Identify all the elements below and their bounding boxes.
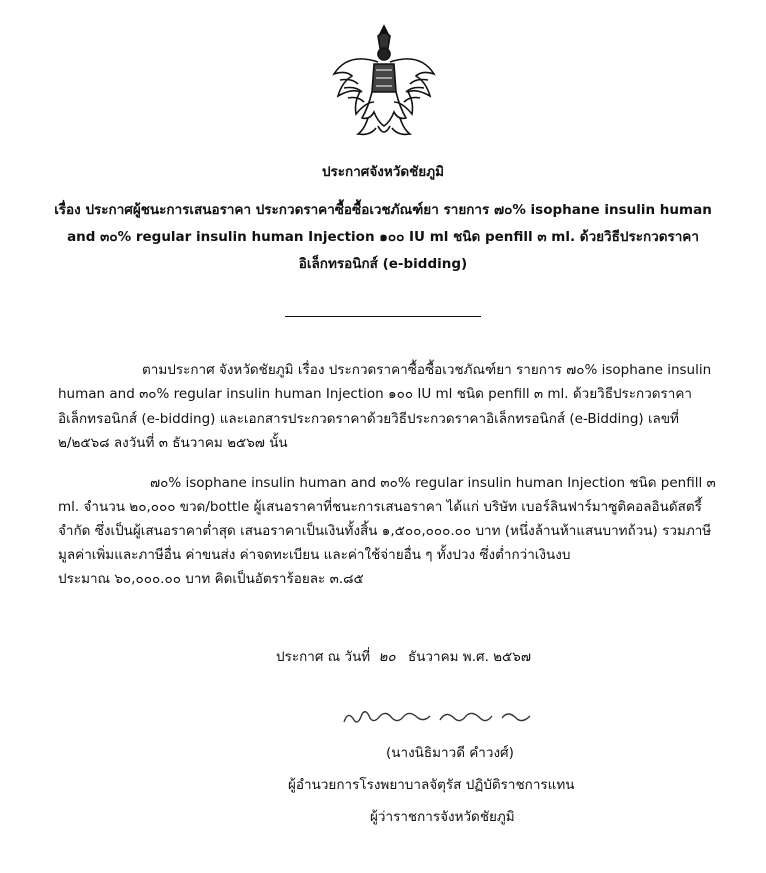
subject-line-3: อิเล็กทรอนิกส์ (e-bidding) <box>298 256 468 272</box>
body-paragraph-2-line-3: จำกัด ซึ่งเป็นผู้เสนอราคาต่ำสุด เสนอราคาเป็นเงินทั้งสิ้น ๑,๕๐๐,๐๐๐.๐๐ บาท (หนึ่งล้านห้าแสนบาทถ้วน) รวมภาษี <box>58 523 712 539</box>
signatory-position-1: ผู้อำนวยการโรงพยาบาลจัตุรัส ปฏิบัติราชการแทน <box>288 777 575 793</box>
document-title: ประกาศจังหวัดชัยภูมิ <box>321 164 444 180</box>
body-paragraph-1-line-1: ตามประกาศ จังหวัดชัยภูมิ เรื่อง ประกวดราคาซื้อซื้อเวชภัณฑ์ยา รายการ ๗๐% isophane insulin <box>142 362 712 378</box>
divider <box>285 316 481 317</box>
body-paragraph-1-line-2: human and ๓๐% regular insulin human Injection ๑๐๐ IU ml ชนิด penfill ๓ ml. ด้วยวิธีประกวดราคา <box>58 386 692 402</box>
body-paragraph-1-line-3: อิเล็กทรอนิกส์ (e-bidding) และเอกสารประกวดราคาด้วยวิธีประกวดราคาอิเล็กทรอนิกส์ (e-Bidding) เลขที่ <box>58 411 679 427</box>
subject-line-2: and ๓๐% regular insulin human Injection ๑๐๐ IU ml ชนิด penfill ๓ ml. ด้วยวิธีประกวดราคา <box>67 229 699 245</box>
body-paragraph-2-line-2: ml. จำนวน ๒๐,๐๐๐ ขวด/bottle ผู้เสนอราคาที่ชนะการเสนอราคา ได้แก่ บริษัท เบอร์ลินฟาร์มาซูติคอลอินดัสตรี้ <box>58 499 702 515</box>
signature-icon <box>340 702 540 730</box>
announcement-prefix: ประกาศ ณ วันที่ <box>276 649 371 665</box>
garuda-emblem-icon <box>328 22 440 140</box>
signatory-name: (นางนิธิมาวดี คำวงศ์) <box>386 745 514 761</box>
subject-line-1: เรื่อง ประกาศผู้ชนะการเสนอราคา ประกวดราคาซื้อซื้อเวชภัณฑ์ยา รายการ ๗๐% isophane insulin human <box>54 202 712 218</box>
body-paragraph-1-line-4: ๒/๒๕๖๘ ลงวันที่ ๓ ธันวาคม ๒๕๖๗ นั้น <box>58 435 288 451</box>
body-paragraph-2-line-5: ประมาณ ๖๐,๐๐๐.๐๐ บาท คิดเป็นอัตราร้อยละ ๓.๘๕ <box>58 571 364 587</box>
announcement-suffix: ธันวาคม พ.ศ. ๒๕๖๗ <box>407 649 531 665</box>
announcement-day: ๒๐ <box>378 649 396 665</box>
announcement-date <box>276 648 531 666</box>
body-paragraph-2-line-1: ๗๐% isophane insulin human and ๓๐% regular insulin human Injection ชนิด penfill ๓ <box>150 475 716 491</box>
signatory-position-2: ผู้ว่าราชการจังหวัดชัยภูมิ <box>370 809 515 825</box>
body-paragraph-2-line-4: มูลค่าเพิ่มและภาษีอื่น ค่าขนส่ง ค่าจดทะเบียน และค่าใช้จ่ายอื่น ๆ ทั้งปวง ซึ่งต่ำกว่าเงินงบ <box>58 547 571 563</box>
